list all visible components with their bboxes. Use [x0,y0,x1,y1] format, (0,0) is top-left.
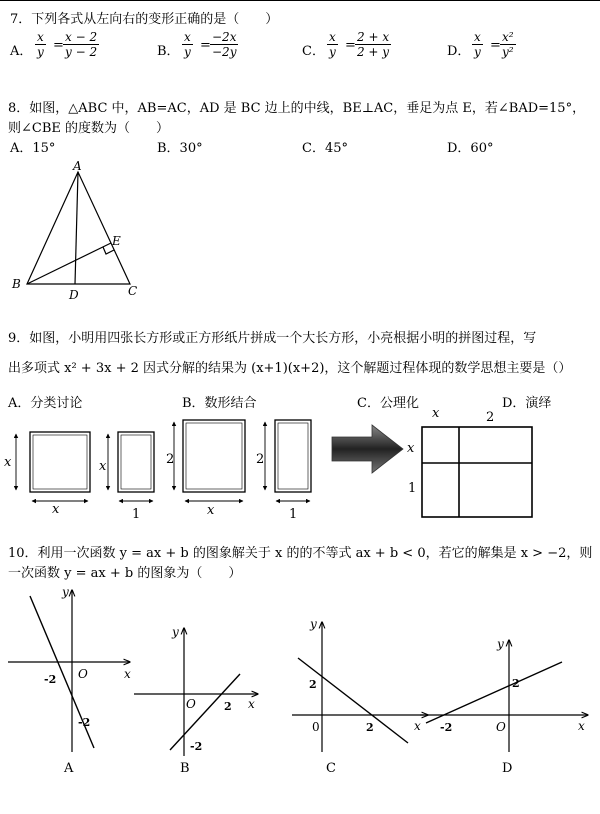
tile-1-by-2 [275,420,311,492]
tile1-height-label: x [4,455,12,470]
tile-x-by-2 [183,420,245,492]
q7-a-lhs: $\frac{x}{y}$ [37,30,44,59]
top-border [0,0,600,1]
graph-a-origin: O [78,667,88,681]
graph-a-tick-y: -2 [78,716,91,729]
graph-c-x-label: x [414,719,421,733]
q7-b-lhs: $\frac{x}{y}$ [184,30,191,59]
tile2-height-label: x [99,459,107,474]
label-e: E [112,234,121,248]
graph-c-choice-label[interactable]: C [326,761,336,776]
graph-a-y-label: y [62,585,69,599]
graph-b-origin: O [186,697,196,711]
q7-b-equals: = [200,38,211,53]
q7-option-d-label: D． [447,44,471,59]
q7-b-rhs: $\frac{-2x}{-2y}$ [212,30,237,59]
graph-a-x-label: x [124,667,131,681]
q9-tiles-figure [0,408,600,520]
label-a: A [73,159,82,173]
right-angle-mark [103,247,114,254]
label-b: B [12,277,21,291]
q7-c-lhs: $\frac{x}{y}$ [329,30,336,59]
tile-x-by-x [30,432,90,492]
tile1-width-label: x [52,502,60,517]
tile-1-by-x [118,432,154,492]
q7-a-equals: = [53,38,64,53]
q7-option-b-label: B． [157,44,180,59]
big-left-1-label: 1 [408,481,417,496]
graph-c-origin: 0 [312,720,320,734]
q9-option-a[interactable]: A．分类讨论 [8,396,83,411]
graph-b-y-label: y [172,625,179,639]
q7-stem: 7．下列各式从左向右的变形正确的是（ ） [10,12,279,27]
q7-option-c-label: C． [302,44,325,59]
graph-c-y-label: y [310,617,317,631]
big-top-x-label: x [432,406,440,421]
graph-d-tick-y: 2 [512,677,520,690]
triangle-abc [27,172,130,284]
q10-stem-line2: 一次函数 y = ax + b 的图象为（ ） [8,566,242,581]
graph-d [420,640,588,752]
graph-d-y-label: y [497,637,504,651]
tile4-width-label: 1 [289,507,298,522]
label-d: D [69,288,79,302]
q9-option-b[interactable]: B．数形结合 [182,396,257,411]
graph-c-tick-y: 2 [309,678,317,691]
q8-stem-line2: 则∠CBE 的度数为（ ） [8,121,170,136]
graph-b-tick-x: 2 [224,700,232,713]
q9-stem-line2: 出多项式 x² + 3x + 2 因式分解的结果为 (x+1)(x+2)，这个解题过程体现的数学思想主要是（） [8,361,572,376]
graph-a-choice-label[interactable]: A [64,761,74,776]
graph-b-tick-y: -2 [190,740,203,753]
q8-stem-line1: 8．如图，△ABC 中，AB=AC，AD 是 BC 边上的中线，BE⊥AC，垂足为点 E，若∠BAD=15°， [8,101,586,116]
label-c: C [128,284,138,298]
transform-arrow-icon [332,425,403,473]
graph-d-x-label: x [578,719,585,733]
big-left-x-label: x [407,441,415,456]
q9-stem-line1: 9．如图，小明用四张长方形或正方形纸片拼成一个大长方形，小亮根据小明的拼图过程，写 [8,331,537,346]
q7-c-equals: = [345,38,356,53]
q8-option-d[interactable]: D．60° [447,141,494,156]
q8-triangle-figure [0,160,160,305]
graph-b-x-label: x [248,697,255,711]
combined-rectangle [422,427,532,517]
q7-c-rhs: $\frac{2 + x}{2 + y}$ [356,30,390,59]
graph-d-origin: O [496,720,506,734]
tile3-width-label: x [207,503,215,518]
graph-a [8,590,130,752]
q8-option-c[interactable]: C．45° [302,141,348,156]
graph-a-tick-x: -2 [44,673,57,686]
q9-option-d[interactable]: D．演绎 [502,396,552,411]
graph-d-choice-label[interactable]: D [502,761,513,776]
q10-graphs-figure [0,580,600,780]
tile4-height-label: 2 [256,452,265,467]
q10-stem-line1: 10．利用一次函数 y = ax + b 的图象解关于 x 的的不等式 ax + b < 0，若它的解集是 x > −2，则 [8,546,593,561]
q7-option-a-label: A． [10,44,33,59]
q7-a-rhs: $\frac{x - 2}{y - 2}$ [64,30,98,59]
tile2-width-label: 1 [132,507,141,522]
graph-b [134,628,258,756]
q8-option-b[interactable]: B．30° [157,141,203,156]
altitude-be [27,243,111,284]
tile3-height-label: 2 [166,452,175,467]
graph-d-tick-x: -2 [440,721,453,734]
graph-b-choice-label[interactable]: B [180,761,190,776]
q7-d-lhs: $\frac{x}{y}$ [474,30,481,59]
big-top-2-label: 2 [486,410,495,425]
q7-d-equals: = [490,38,501,53]
graph-d-line [426,662,562,723]
q8-option-a[interactable]: A．15° [10,141,56,156]
median-ad [75,172,78,284]
graph-c-tick-x: 2 [366,721,374,734]
q9-option-c[interactable]: C．公理化 [357,396,419,411]
q7-d-rhs: $\frac{\text{x²}}{\text{y²}}$ [501,30,514,59]
